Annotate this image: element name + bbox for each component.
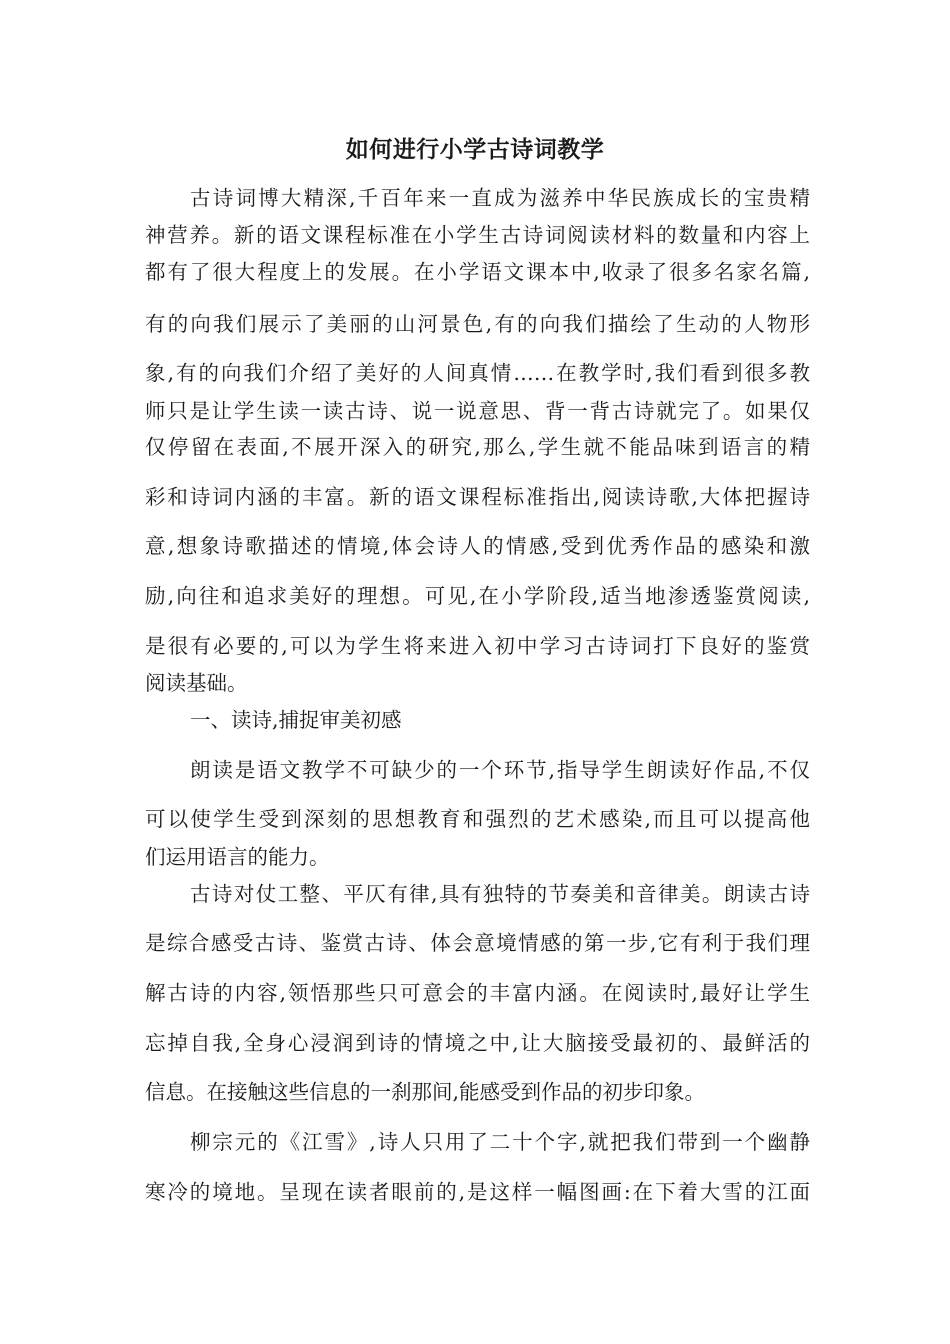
text-line: 彩和诗词内涵的丰富。新的语文课程标准指出,阅读诗歌,大体把握诗 xyxy=(145,485,810,509)
document-title: 如何进行小学古诗词教学 xyxy=(345,136,605,163)
text-line: 象,有的向我们介绍了美好的人间真情……在教学时,我们看到很多教 xyxy=(145,361,810,385)
text-line: 是综合感受古诗、鉴赏古诗、体会意境情感的第一步,它有利于我们理 xyxy=(145,931,810,955)
text-line: 信息。在接触这些信息的一刹那间,能感受到作品的初步印象。 xyxy=(145,1080,706,1104)
text-line: 神营养。新的语文课程标准在小学生古诗词阅读材料的数量和内容上 xyxy=(145,223,810,247)
text-line: 师只是让学生读一读古诗、说一说意思、背一背古诗就完了。如果仅 xyxy=(145,399,810,423)
text-line: 柳宗元的《江雪》,诗人只用了二十个字,就把我们带到一个幽静 xyxy=(190,1130,810,1154)
text-line: 意,想象诗歌描述的情境,体会诗人的情感,受到优秀作品的感染和激 xyxy=(145,534,810,558)
text-line: 古诗词博大精深,千百年来一直成为滋养中华民族成长的宝贵精 xyxy=(190,186,810,210)
text-line: 仅停留在表面,不展开深入的研究,那么,学生就不能品味到语言的精 xyxy=(145,435,810,459)
text-line: 都有了很大程度上的发展。在小学语文课本中,收录了很多名家名篇, xyxy=(145,260,810,284)
section-heading: 一、读诗,捕捉审美初感 xyxy=(190,708,402,732)
text-line: 忘掉自我,全身心浸润到诗的情境之中,让大脑接受最初的、最鲜活的 xyxy=(145,1031,810,1055)
text-line: 可以使学生受到深刻的思想教育和强烈的艺术感染,而且可以提高他 xyxy=(145,807,810,831)
text-line: 励,向往和追求美好的理想。可见,在小学阶段,适当地渗透鉴赏阅读, xyxy=(145,584,810,608)
text-line: 寒冷的境地。呈现在读者眼前的,是这样一幅图画:在下着大雪的江面 xyxy=(145,1180,810,1204)
text-line: 是很有必要的,可以为学生将来进入初中学习古诗词打下良好的鉴赏 xyxy=(145,634,810,658)
text-line: 阅读基础。 xyxy=(145,671,248,695)
text-line: 们运用语言的能力。 xyxy=(145,845,330,869)
text-line: 解古诗的内容,领悟那些只可意会的丰富内涵。在阅读时,最好让学生 xyxy=(145,981,810,1005)
text-line: 有的向我们展示了美丽的山河景色,有的向我们描绘了生动的人物形 xyxy=(145,312,810,336)
text-line: 古诗对仗工整、平仄有律,具有独特的节奏美和音律美。朗读古诗 xyxy=(190,882,810,906)
text-line: 朗读是语文教学不可缺少的一个环节,指导学生朗读好作品,不仅 xyxy=(190,758,810,782)
